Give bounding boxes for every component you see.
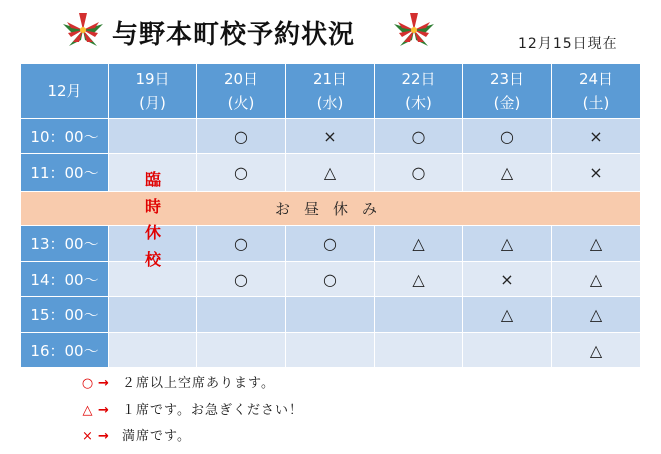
day-header: 21日 (水) [286, 64, 375, 119]
lunch-row [21, 192, 641, 226]
arrow-icon: → [98, 403, 110, 418]
day-header: 24日 (土) [552, 64, 641, 119]
slot-cell: × [552, 119, 641, 154]
slot-cell: △ [552, 297, 641, 333]
table-row [21, 333, 641, 368]
arrow-icon: → [98, 376, 110, 391]
day-header: 20日 (火) [197, 64, 286, 119]
header-row [21, 64, 641, 119]
day-header: 22日 (木) [375, 64, 463, 119]
legend-item: △ → １席です。お急ぎください！ [78, 399, 303, 418]
unavailable-cell [375, 333, 463, 368]
unavailable-cell [375, 297, 463, 333]
time-slot: 14：00～ [21, 262, 109, 297]
slot-cell: ○ [375, 154, 463, 192]
slot-cell: × [286, 119, 375, 154]
slot-cell: ○ [463, 119, 552, 154]
temporary-closure-label: 臨 時 休 校 [144, 170, 161, 269]
slot-cell: × [463, 262, 552, 297]
slot-cell: ○ [286, 226, 375, 262]
time-slot: 16：00～ [21, 333, 109, 368]
time-slot: 13：00～ [21, 226, 109, 262]
slot-cell: △ [375, 226, 463, 262]
slot-cell: ○ [197, 119, 286, 154]
table-row [21, 297, 641, 333]
arrow-icon: → [98, 429, 110, 444]
page-title: 与野本町校予約状況 [112, 20, 356, 50]
time-slot: 11：00～ [21, 154, 109, 192]
slot-cell: △ [463, 297, 552, 333]
slot-cell: ○ [197, 262, 286, 297]
slot-cell: △ [463, 226, 552, 262]
slot-cell: ○ [197, 154, 286, 192]
slot-cell: △ [463, 154, 552, 192]
lunch-break-label: お昼休み [21, 192, 641, 226]
slot-cell: △ [552, 333, 641, 368]
slot-cell: △ [552, 226, 641, 262]
slot-cell: ○ [286, 262, 375, 297]
table-row [21, 154, 641, 192]
table-row [21, 262, 641, 297]
slot-cell: × [552, 154, 641, 192]
time-slot: 10：00～ [21, 119, 109, 154]
slot-cell: △ [286, 154, 375, 192]
unavailable-cell [197, 333, 286, 368]
unavailable-cell [286, 333, 375, 368]
legend-item: × → 満席です。 [78, 425, 191, 444]
slot-cell: △ [552, 262, 641, 297]
day-header: 23日 (金) [463, 64, 552, 119]
full-symbol: × [82, 429, 94, 444]
poinsettia-icon [393, 10, 435, 50]
unavailable-cell [463, 333, 552, 368]
as-of-date: 12月15日現在 [518, 36, 618, 52]
month-header: 12月 [21, 64, 109, 119]
time-slot: 15：00～ [21, 297, 109, 333]
few-seats-symbol: △ [82, 403, 94, 418]
unavailable-cell [197, 297, 286, 333]
day-header: 19日 (月) [109, 64, 197, 119]
table-row [21, 226, 641, 262]
slot-cell: ○ [197, 226, 286, 262]
poinsettia-icon [62, 10, 104, 50]
available-symbol: ○ [81, 376, 95, 391]
reservation-table [20, 63, 641, 368]
unavailable-cell [286, 297, 375, 333]
slot-cell [109, 119, 197, 154]
slot-cell: △ [375, 262, 463, 297]
table-row [21, 119, 641, 154]
unavailable-cell [109, 333, 197, 368]
legend-item: ○ → ２席以上空席あります。 [78, 372, 275, 391]
slot-cell: ○ [375, 119, 463, 154]
slot-cell [109, 297, 197, 333]
